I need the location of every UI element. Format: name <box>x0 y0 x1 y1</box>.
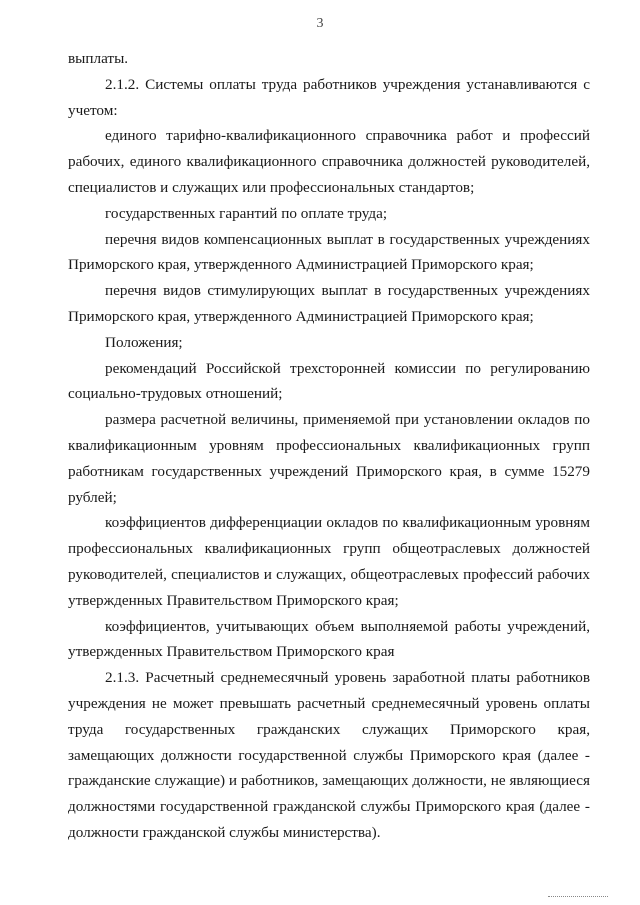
document-body <box>68 46 590 846</box>
list-item-calculated-value: размера расчетной величины, применяемой при установлении окладов по квалификационным уровням профессиональных квалификационных групп работникам государственных учреждений Приморского края, в сумме 15279 рублей; <box>68 411 590 506</box>
list-item-incentive-payments: перечня видов стимулирующих выплат в государственных учреждениях Приморского края, утвержденного Администрацией Приморского края; <box>68 282 590 325</box>
list-item-tariff-handbook: единого тарифно-квалификационного справочника работ и профессий рабочих, единого квалификационного справочника должностей руководителей, специалистов и служащих или профессиональных стандартов; <box>68 127 590 196</box>
paragraph-continuation: выплаты. <box>68 50 129 67</box>
paragraph-2-1-2: 2.1.2. Системы оплаты труда работников учреждения устанавливаются с учетом: <box>68 75 590 119</box>
list-item-state-guarantees: государственных гарантий по оплате труда; <box>105 204 388 222</box>
list-item-differentiation-coefficients: коэффициентов дифференциации окладов по квалификационным уровням профессиональных квалификационных групп общеотраслевых должностей руководителей, специалистов и служащих, общеотраслевых профессий рабочих утвержденных Правительством Приморского края; <box>68 514 590 609</box>
list-item-workload-coefficients: коэффициентов, учитывающих объем выполняемой работы учреждений, утвержденных Правительством Приморского края <box>68 617 590 661</box>
list-item-commission-recommendations: рекомендаций Российской трехсторонней комиссии по регулированию социально-трудовых отношений; <box>68 359 590 403</box>
page-number: 3 <box>316 16 324 31</box>
paragraph-2-1-3: 2.1.3. Расчетный среднемесячный уровень заработной платы работников учреждения не может превышать расчетный среднемесячный уровень оплаты труда государственных гражданских служащих Приморского края, замещающих должности государственной службы Приморского края (далее - гражданские служащие) и работников, замещающих должности, не являющиеся должностями государственной гражданской службы Приморского края (далее - должности гражданской службы министерства). <box>68 669 590 841</box>
footer-dotted-line <box>548 896 608 897</box>
list-item-compensation-payments: перечня видов компенсационных выплат в государственных учреждениях Приморского края, утвержденного Администрацией Приморского края; <box>68 230 590 274</box>
list-item-regulations: Положения; <box>105 333 183 351</box>
